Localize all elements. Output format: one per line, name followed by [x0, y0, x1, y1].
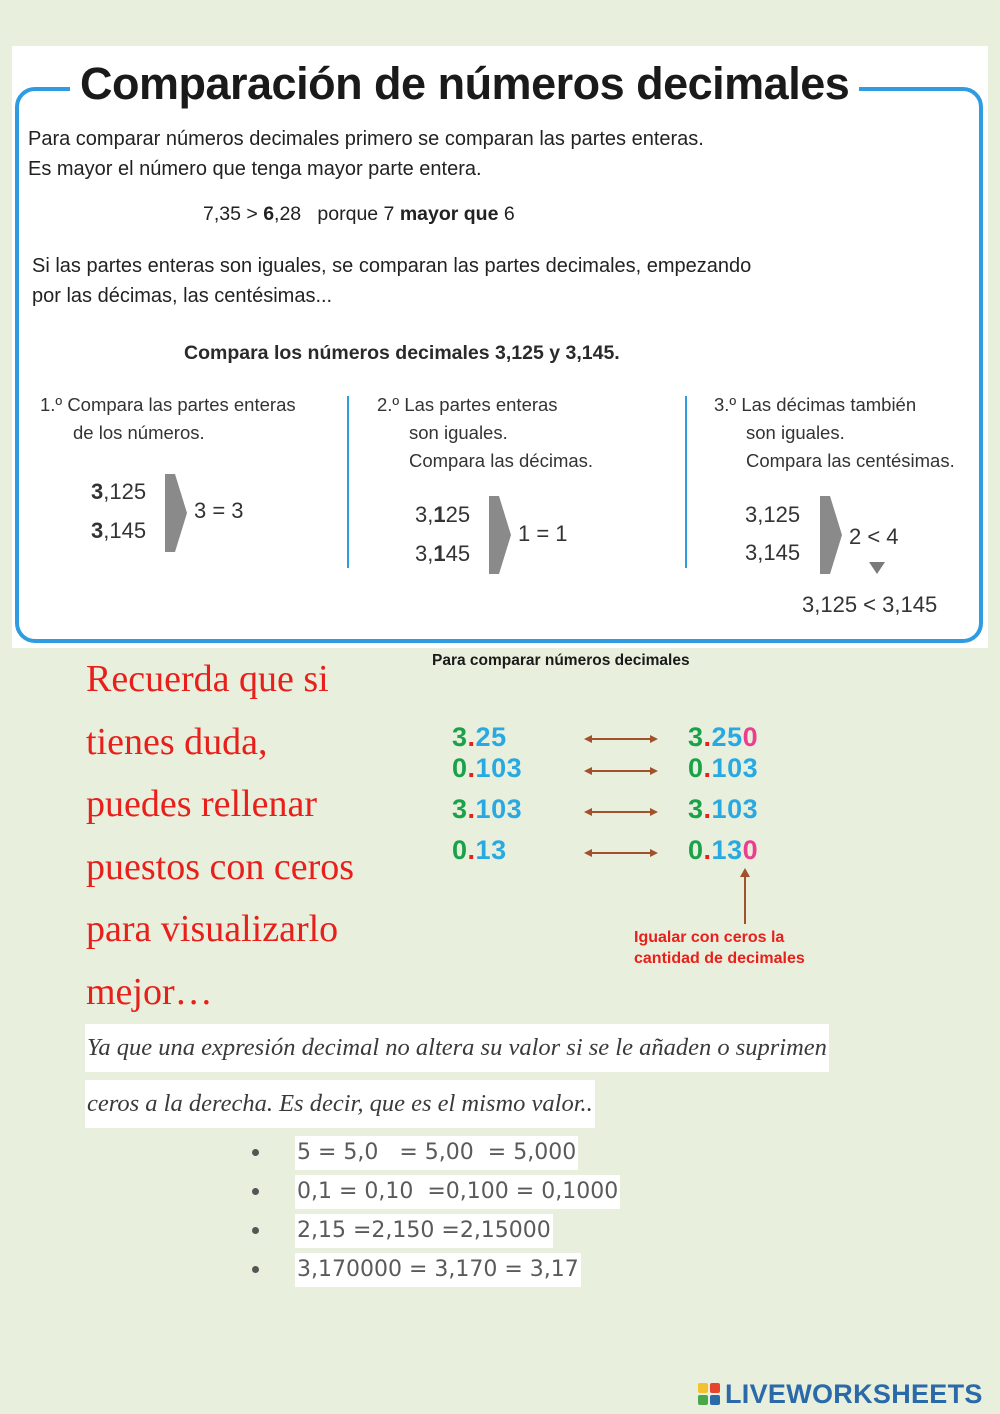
example-b-dec: ,28	[274, 203, 302, 225]
right-number: 3.103	[688, 794, 759, 824]
intro-line-2: Es mayor el número que tenga mayor parte entera.	[28, 158, 482, 180]
step-1-text	[40, 391, 296, 447]
example-reason-pre: porque 7	[317, 203, 395, 225]
step-1-line-2: de los números.	[73, 422, 205, 443]
equality-text: 3,170000 = 3,170 = 3,17	[295, 1253, 581, 1287]
reminder-line: puestos con ceros	[86, 845, 355, 888]
example-a: 7,35	[203, 203, 241, 225]
bullet-icon	[252, 1227, 259, 1234]
logo-icon	[698, 1383, 720, 1405]
bracket-chevron-icon	[820, 496, 844, 574]
step-2-number-2: 3,145	[415, 541, 471, 566]
reminder-text	[86, 648, 416, 1023]
step-3-number-1: 3,125	[745, 502, 801, 527]
double-arrow-icon	[584, 764, 658, 778]
double-arrow-icon	[584, 805, 658, 819]
title-wrap	[70, 56, 859, 112]
step-3-line-1: 3.º Las décimas también	[714, 394, 917, 415]
equality-text: 2,15 =2,150 =2,15000	[295, 1214, 553, 1248]
step-1-number-2: 3,145	[91, 518, 147, 543]
reminder-line: Recuerda que si	[86, 658, 329, 700]
intro-line-1: Para comparar números decimales primero se comparan las partes enteras.	[28, 128, 704, 150]
note-line: cantidad de decimales	[634, 950, 805, 967]
equality-text: 0,1 = 0,10 =0,100 = 0,1000	[295, 1175, 620, 1209]
reminder-line: mejor…	[86, 970, 213, 1013]
step-3-conclusion: 3,125 < 3,145	[802, 592, 938, 617]
right-number: 0.103	[688, 753, 759, 783]
step-1-number-1: 3,125	[91, 479, 147, 504]
left-number: 0.13	[452, 835, 507, 865]
reminder-line: puedes rellenar	[86, 783, 318, 825]
step-3-result: 2 < 4	[849, 524, 899, 549]
brand-name: LIVEWORKSHEETS	[725, 1378, 983, 1409]
step-divider-1	[347, 396, 349, 568]
example-line	[203, 199, 515, 229]
panel-title: Para comparar números decimales	[432, 652, 690, 669]
bracket-chevron-icon	[489, 496, 513, 574]
bullet-icon	[252, 1149, 259, 1156]
step-2-line-2: son iguales.	[409, 422, 508, 443]
step-2-number-1: 3,125	[415, 502, 471, 527]
reminder-line: tienes duda,	[86, 720, 268, 763]
step-3-line-2: son iguales.	[746, 422, 845, 443]
bracket-chevron-icon	[165, 474, 189, 552]
explanation-line-1: Ya que una expresión decimal no altera su valor si se le añaden o suprimen	[85, 1024, 829, 1072]
rule-line-1: Si las partes enteras son iguales, se comparan las partes decimales, empezando	[32, 255, 752, 277]
step-2-line-3: Compara las décimas.	[409, 450, 594, 471]
up-arrow-icon	[738, 868, 752, 924]
left-number: 3.103	[452, 794, 523, 824]
bullet-icon	[252, 1188, 259, 1195]
right-number: 3.250	[688, 722, 759, 752]
step-divider-2	[685, 396, 687, 568]
explanation-line-2: ceros a la derecha. Es decir, que es el mismo valor..	[85, 1080, 595, 1128]
example-reason-bold: mayor que	[399, 203, 499, 225]
step-3-text	[714, 391, 955, 475]
step-1-result: 3 = 3	[194, 498, 244, 523]
left-number: 0.103	[452, 753, 523, 783]
liveworksheets-logo	[698, 1376, 983, 1412]
zero-padding-panel	[418, 648, 908, 976]
note-line: Igualar con ceros la	[634, 929, 785, 946]
reminder-line: para visualizarlo	[86, 908, 339, 950]
page-title: Comparación de números decimales	[80, 58, 850, 109]
example-op: >	[246, 203, 258, 225]
right-number: 0.130	[688, 835, 759, 865]
equality-text: 5 = 5,0 = 5,00 = 5,000	[295, 1136, 578, 1170]
example-b-int: 6	[263, 203, 275, 225]
left-number: 3.25	[452, 722, 507, 752]
step-2-result: 1 = 1	[518, 521, 568, 546]
step-2-text	[377, 391, 593, 475]
down-triangle-icon	[869, 562, 885, 574]
step-1-line-1: 1.º Compara las partes enteras	[40, 394, 296, 415]
step-3-number-2: 3,145	[745, 540, 801, 565]
example-reason-post: 6	[503, 203, 515, 225]
step-2-line-1: 2.º Las partes enteras	[377, 394, 558, 415]
bullet-icon	[252, 1266, 259, 1273]
double-arrow-icon	[584, 732, 658, 746]
step-3-line-3: Compara las centésimas.	[746, 450, 955, 471]
task-heading: Compara los números decimales 3,125 y 3,145.	[184, 342, 620, 364]
rule-line-2: por las décimas, las centésimas...	[32, 285, 333, 307]
double-arrow-icon	[584, 846, 658, 860]
